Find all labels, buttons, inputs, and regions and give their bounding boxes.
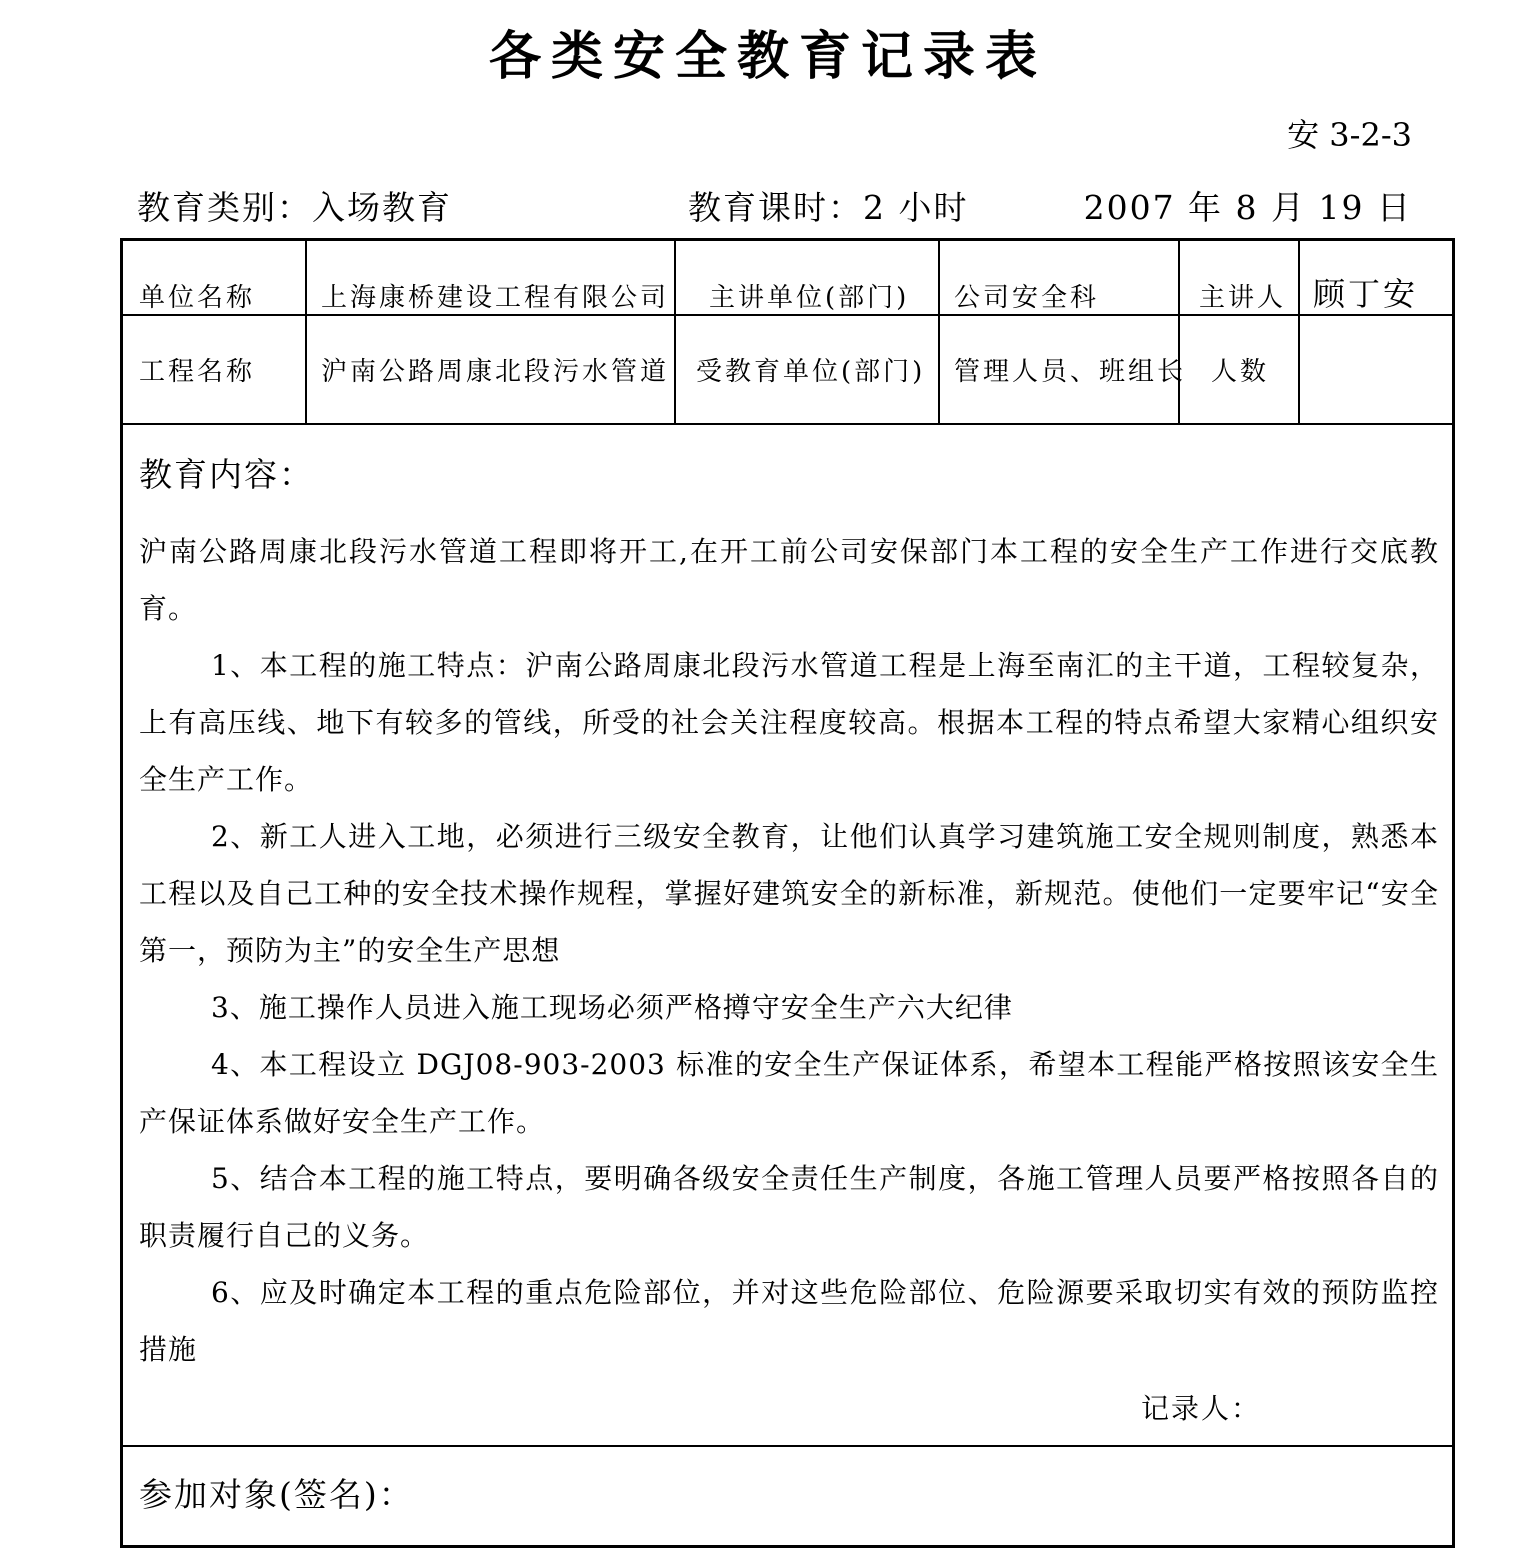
project-name-label: 工程名称 bbox=[139, 357, 256, 387]
form-code: 安 3-2-3 bbox=[1287, 116, 1412, 154]
recorder-label: 记录人： bbox=[1141, 1392, 1262, 1425]
unit-name-label: 单位名称 bbox=[139, 283, 256, 313]
lecturer-label: 主讲人 bbox=[1199, 283, 1287, 313]
document-title: 各类安全教育记录表 bbox=[488, 26, 1047, 87]
column-divider bbox=[305, 241, 307, 423]
lecturer-unit-label: 主讲单位(部门) bbox=[709, 283, 910, 313]
content-intro: 沪南公路周康北段污水管道工程即将开工,在开工前公司安保部门本工程的安全生产工作进行交底教育。 bbox=[139, 535, 1439, 625]
content-item: 2、新工人进入工地，必须进行三级安全教育，让他们认真学习建筑施工安全规则制度，熟悉本工程以及自己工种的安全技术操作规程，掌握好建筑安全的新标准，新规范。使他们一定要牢记“安全第一，预防为主”的安全生产思想 bbox=[139, 820, 1439, 967]
column-divider bbox=[938, 241, 940, 423]
participants-label: 参加对象(签名)： bbox=[139, 1475, 414, 1514]
education-date: 2007 年 8 月 19 日 bbox=[1083, 188, 1412, 227]
content-item: 3、施工操作人员进入施工现场必须严格撙守安全生产六大纪律 bbox=[211, 991, 1013, 1024]
unit-name-value: 上海康桥建设工程有限公司 bbox=[321, 283, 670, 313]
lecturer-unit-value: 公司安全科 bbox=[954, 283, 1100, 313]
education-hours: 教育课时：2 小时 bbox=[688, 188, 969, 227]
trainee-unit-label: 受教育单位(部门) bbox=[696, 357, 926, 387]
trainee-unit-value: 管理人员、班组长 bbox=[954, 357, 1187, 387]
headcount-label: 人数 bbox=[1211, 357, 1270, 387]
content-item: 4、本工程设立 DGJ08-903-2003 标准的安全生产保证体系，希望本工程能严格按照该安全生产保证体系做好安全生产工作。 bbox=[139, 1048, 1439, 1138]
content-item: 1、本工程的施工特点：沪南公路周康北段污水管道工程是上海至南汇的主干道，工程较复杂，上有高压线、地下有较多的管线，所受的社会关注程度较高。根据本工程的特点希望大家精心组织安全生产工作。 bbox=[139, 649, 1439, 796]
column-divider bbox=[1178, 241, 1180, 423]
content-item: 5、结合本工程的施工特点，要明确各级安全责任生产制度，各施工管理人员要严格按照各自的职责履行自己的义务。 bbox=[139, 1162, 1439, 1252]
row-divider bbox=[123, 423, 1452, 425]
project-name-value: 沪南公路周康北段污水管道 bbox=[321, 357, 670, 387]
content-item: 6、应及时确定本工程的重点危险部位，并对这些危险部位、危险源要采取切实有效的预防监控措施 bbox=[139, 1276, 1439, 1366]
lecturer-value: 顾丁安 bbox=[1313, 275, 1419, 313]
content-label: 教育内容： bbox=[139, 455, 314, 494]
column-divider bbox=[674, 241, 676, 423]
record-table bbox=[120, 238, 1455, 1548]
row-divider bbox=[123, 1445, 1452, 1447]
column-divider bbox=[1298, 241, 1300, 423]
row-divider bbox=[123, 314, 1452, 316]
education-category: 教育类别：入场教育 bbox=[137, 188, 452, 227]
